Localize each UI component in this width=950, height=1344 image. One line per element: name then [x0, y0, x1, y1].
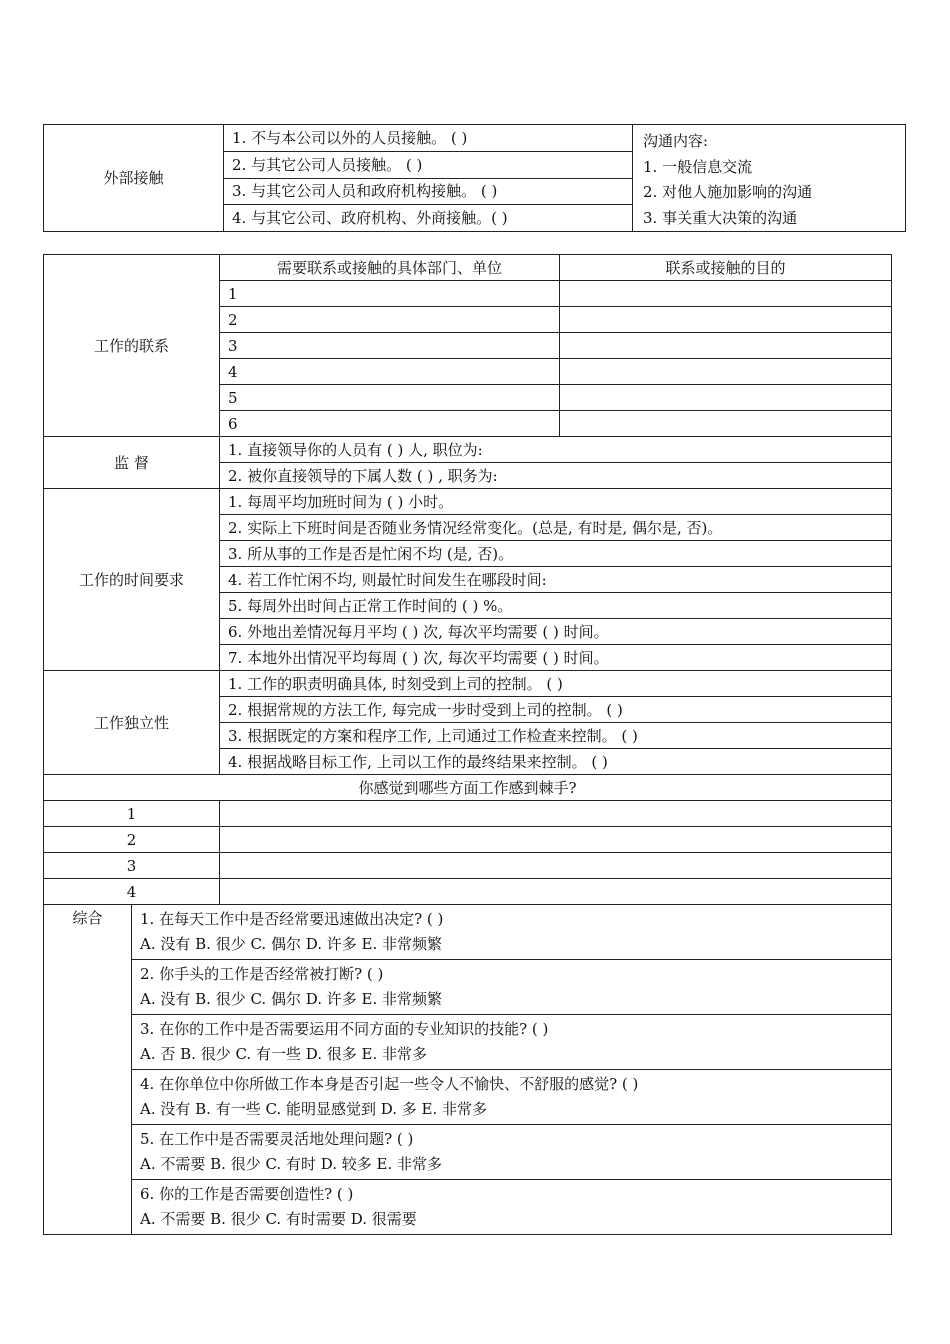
- work-contacts-label: 工作的联系: [44, 255, 220, 437]
- contact-row-number: 1: [220, 281, 560, 307]
- communication-title: 沟通内容:: [643, 132, 709, 150]
- external-contact-label: 外部接触: [44, 125, 224, 232]
- contact-purpose-cell[interactable]: [560, 411, 892, 437]
- time-requirement-item: 7. 本地外出情况平均每周 ( ) 次, 每次平均需要 ( ) 时间。: [220, 645, 892, 671]
- difficulty-answer-cell[interactable]: [220, 827, 892, 853]
- contact-row-number: 6: [220, 411, 560, 437]
- difficulty-answer-cell[interactable]: [220, 801, 892, 827]
- time-requirement-item: 6. 外地出差情况每月平均 ( ) 次, 每次平均需要 ( ) 时间。: [220, 619, 892, 645]
- answer-options: A. 没有 B. 很少 C. 偶尔 D. 许多 E. 非常频繁: [140, 990, 442, 1008]
- supervision-item: 2. 被你直接领导的下属人数 ( ) , 职务为:: [220, 463, 892, 489]
- communication-item: 2. 对他人施加影响的沟通: [643, 183, 813, 201]
- question-text: 4. 在你单位中你所做工作本身是否引起一些令人不愉快、不舒服的感觉? ( ): [140, 1075, 639, 1093]
- time-requirement-item: 1. 每周平均加班时间为 ( ) 小时。: [220, 489, 892, 515]
- difficulties-title: 你感觉到哪些方面工作感到棘手?: [44, 775, 892, 801]
- summary-label: 综合: [44, 905, 132, 1235]
- time-requirement-item: 5. 每周外出时间占正常工作时间的 ( ) %。: [220, 593, 892, 619]
- time-requirement-item: 2. 实际上下班时间是否随业务情况经常变化。(总是, 有时是, 偶尔是, 否)。: [220, 515, 892, 541]
- external-contact-option: 4. 与其它公司、政府机构、外商接触。( ): [224, 205, 633, 232]
- difficulty-row-number: 3: [44, 853, 220, 879]
- answer-options: A. 没有 B. 有一些 C. 能明显感觉到 D. 多 E. 非常多: [140, 1100, 487, 1118]
- independence-item: 4. 根据战略目标工作, 上司以工作的最终结果来控制。 ( ): [220, 749, 892, 775]
- external-contact-option: 2. 与其它公司人员接触。 ( ): [224, 151, 633, 178]
- answer-options: A. 没有 B. 很少 C. 偶尔 D. 许多 E. 非常频繁: [140, 935, 442, 953]
- contact-purpose-cell[interactable]: [560, 385, 892, 411]
- independence-item: 1. 工作的职责明确具体, 时刻受到上司的控制。 ( ): [220, 671, 892, 697]
- question-text: 6. 你的工作是否需要创造性? ( ): [140, 1185, 354, 1203]
- communication-content: [633, 125, 906, 232]
- summary-question: [132, 960, 892, 1015]
- purpose-column-header: 联系或接触的目的: [560, 255, 892, 281]
- time-requirement-item: 3. 所从事的工作是否是忙闲不均 (是, 否)。: [220, 541, 892, 567]
- supervision-label: 监 督: [44, 437, 220, 489]
- independence-label: 工作独立性: [44, 671, 220, 775]
- summary-question: [132, 1015, 892, 1070]
- contact-purpose-cell[interactable]: [560, 281, 892, 307]
- contact-row-number: 2: [220, 307, 560, 333]
- contact-purpose-cell[interactable]: [560, 359, 892, 385]
- difficulty-row-number: 2: [44, 827, 220, 853]
- question-text: 2. 你手头的工作是否经常被打断? ( ): [140, 965, 384, 983]
- external-contact-option: 1. 不与本公司以外的人员接触。 ( ): [224, 125, 633, 152]
- external-contact-table: [43, 124, 906, 232]
- summary-question: [132, 905, 892, 960]
- answer-options: A. 否 B. 很少 C. 有一些 D. 很多 E. 非常多: [140, 1045, 427, 1063]
- question-text: 5. 在工作中是否需要灵活地处理问题? ( ): [140, 1130, 414, 1148]
- job-analysis-table: [43, 254, 892, 1235]
- difficulty-row-number: 1: [44, 801, 220, 827]
- contact-purpose-cell[interactable]: [560, 307, 892, 333]
- time-requirement-item: 4. 若工作忙闲不均, 则最忙时间发生在哪段时间:: [220, 567, 892, 593]
- contact-row-number: 5: [220, 385, 560, 411]
- summary-question: [132, 1070, 892, 1125]
- difficulty-answer-cell[interactable]: [220, 853, 892, 879]
- difficulty-answer-cell[interactable]: [220, 879, 892, 905]
- summary-question: [132, 1180, 892, 1235]
- independence-item: 2. 根据常规的方法工作, 每完成一步时受到上司的控制。 ( ): [220, 697, 892, 723]
- question-text: 1. 在每天工作中是否经常要迅速做出决定? ( ): [140, 910, 444, 928]
- contact-purpose-cell[interactable]: [560, 333, 892, 359]
- time-requirements-label: 工作的时间要求: [44, 489, 220, 671]
- summary-question: [132, 1125, 892, 1180]
- difficulty-row-number: 4: [44, 879, 220, 905]
- supervision-item: 1. 直接领导你的人员有 ( ) 人, 职位为:: [220, 437, 892, 463]
- contact-row-number: 4: [220, 359, 560, 385]
- communication-item: 3. 事关重大决策的沟通: [643, 208, 798, 227]
- independence-item: 3. 根据既定的方案和程序工作, 上司通过工作检查来控制。 ( ): [220, 723, 892, 749]
- answer-options: A. 不需要 B. 很少 C. 有时需要 D. 很需要: [140, 1210, 417, 1228]
- contact-row-number: 3: [220, 333, 560, 359]
- communication-item: 1. 一般信息交流: [643, 157, 753, 176]
- answer-options: A. 不需要 B. 很少 C. 有时 D. 较多 E. 非常多: [140, 1155, 442, 1173]
- external-contact-option: 3. 与其它公司人员和政府机构接触。 ( ): [224, 178, 633, 205]
- question-text: 3. 在你的工作中是否需要运用不同方面的专业知识的技能? ( ): [140, 1020, 549, 1038]
- dept-column-header: 需要联系或接触的具体部门、单位: [220, 255, 560, 281]
